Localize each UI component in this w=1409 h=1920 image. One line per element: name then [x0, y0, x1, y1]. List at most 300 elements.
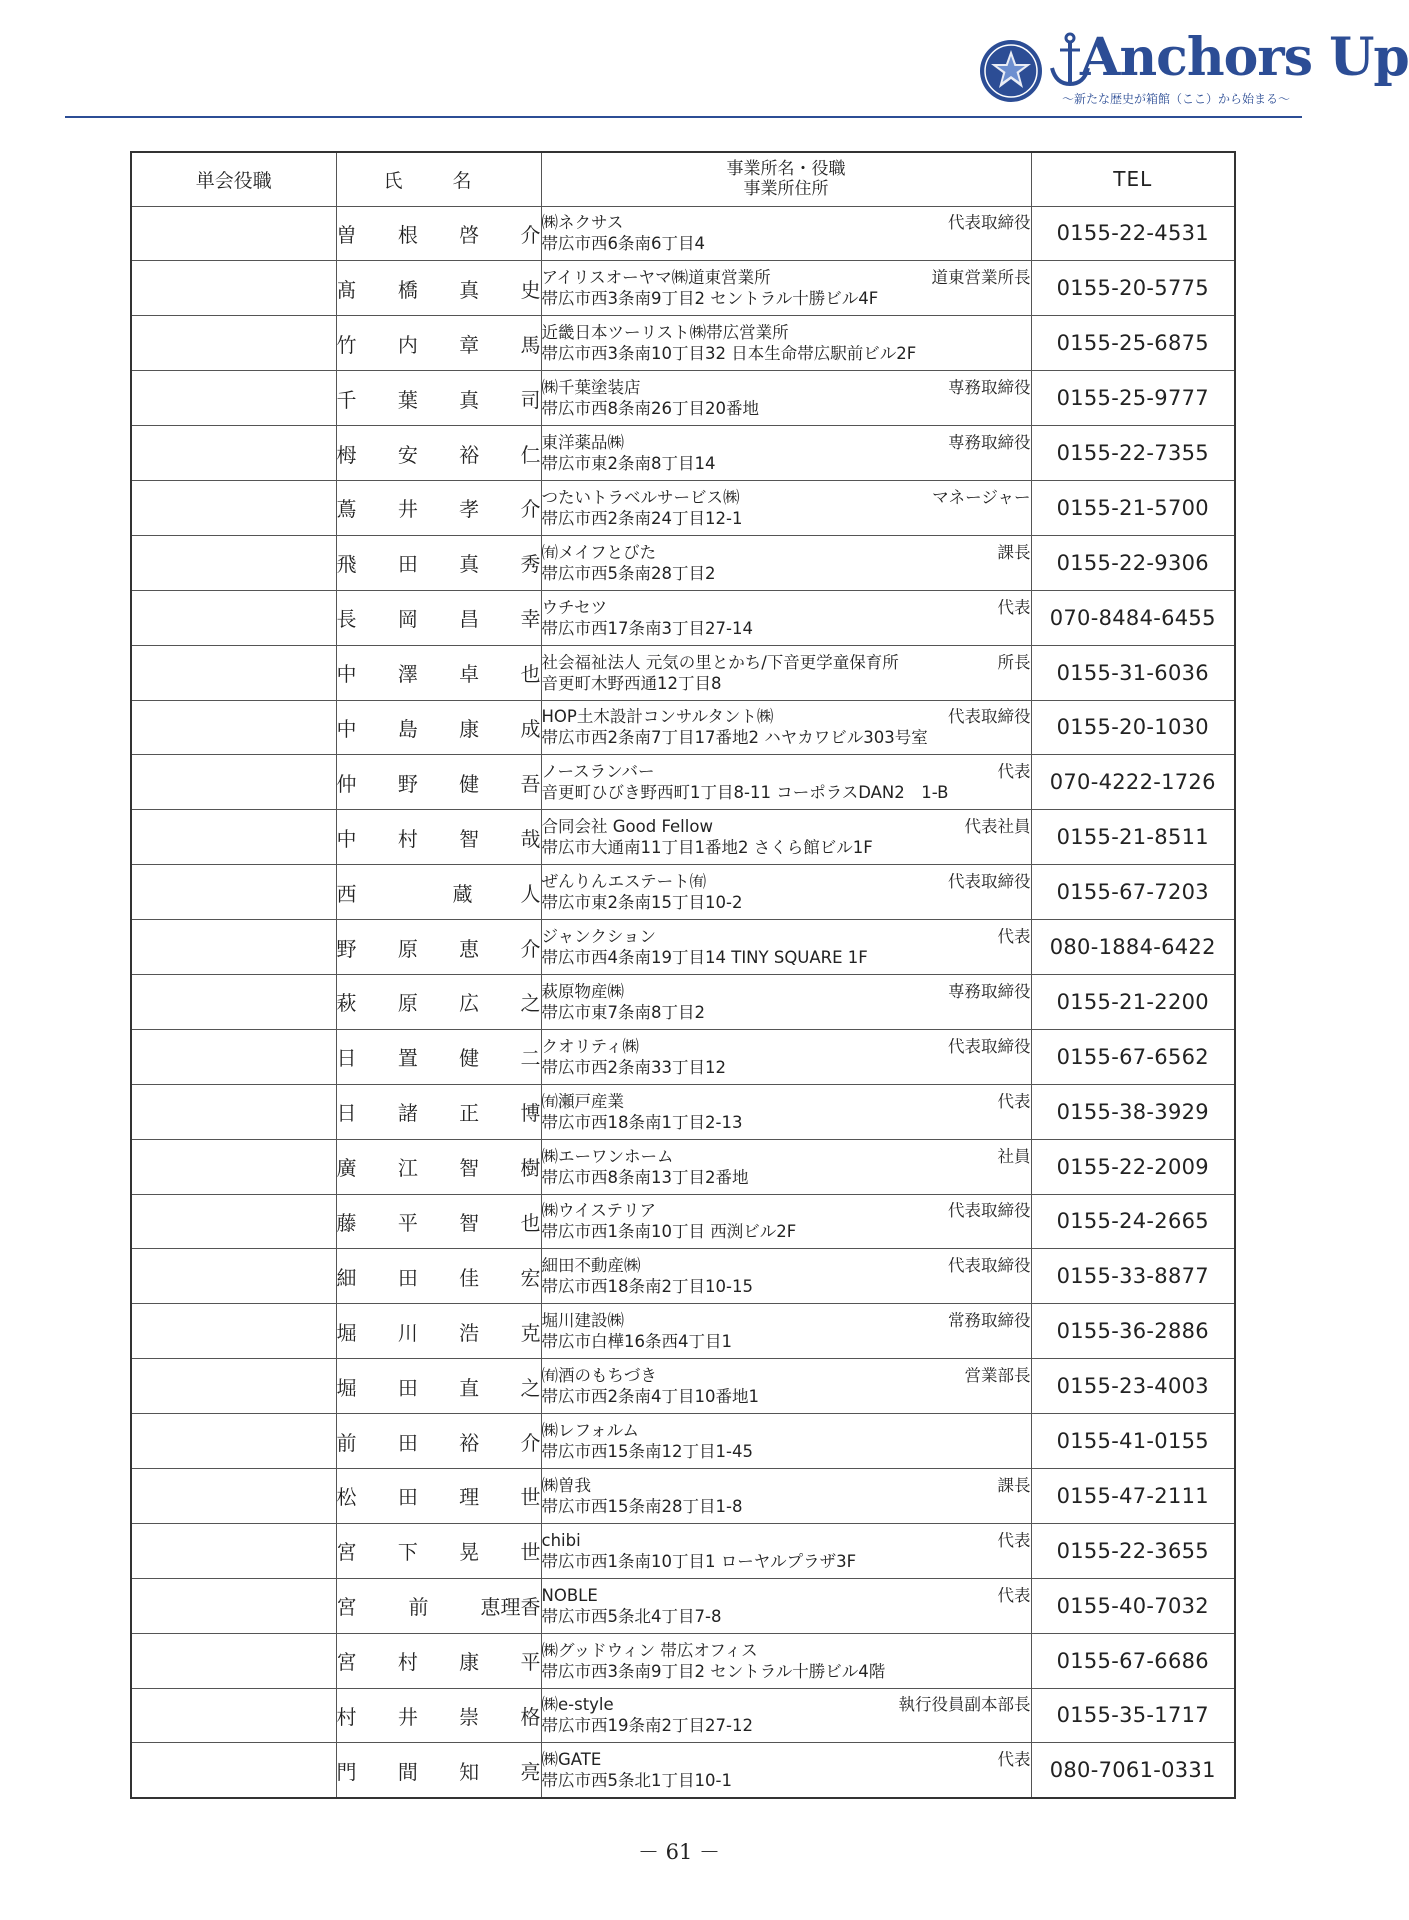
name-char: 恵 — [459, 936, 480, 961]
company-name: 社会福祉法人 元気の里とかち/下音更学童保育所 — [541, 652, 899, 672]
table-row — [131, 1249, 1235, 1304]
name-char: 介 — [520, 936, 541, 961]
name-char: 幸 — [520, 607, 541, 632]
name-char: 也 — [520, 662, 541, 687]
name-char: 晃 — [459, 1540, 480, 1565]
name-char: 之 — [520, 1375, 541, 1400]
name-char: 吾 — [520, 771, 541, 796]
name-char: 章 — [459, 332, 480, 357]
member-name — [337, 1372, 541, 1401]
name-char: 佳 — [459, 1265, 480, 1290]
table-row — [131, 535, 1235, 590]
name-char: 仁 — [520, 442, 541, 467]
office-cell — [541, 1249, 1031, 1304]
member-name — [337, 384, 541, 413]
tel-number: 0155-40-7032 — [1031, 1578, 1235, 1633]
job-title: 課長 — [997, 1475, 1031, 1495]
name-cell — [336, 1304, 541, 1359]
company-name: ㈱曽我 — [541, 1475, 591, 1495]
office-cell — [541, 316, 1031, 371]
name-char: 博 — [520, 1101, 541, 1126]
company-name: ㈱ネクサス — [541, 213, 624, 233]
name-char: 江 — [397, 1156, 418, 1181]
office-address: 帯広市白樺16条西4丁目1 — [541, 1332, 732, 1352]
member-name — [337, 274, 541, 303]
name-char: 千 — [336, 387, 357, 412]
name-cell — [336, 974, 541, 1029]
office-address: 帯広市東2条南8丁目14 — [541, 454, 716, 473]
company-name: 細田不動産㈱ — [541, 1256, 641, 1276]
table-header-row — [131, 152, 1235, 206]
office-cell — [541, 1304, 1031, 1359]
office-cell — [541, 865, 1031, 920]
office-cell — [541, 755, 1031, 810]
office-cell — [541, 1194, 1031, 1249]
role-cell — [131, 1084, 336, 1139]
table-row — [131, 1194, 1235, 1249]
name-char: 細 — [336, 1265, 357, 1290]
office-address: 帯広市西1条南10丁目1 ローヤルプラザ3F — [541, 1551, 857, 1571]
role-cell — [131, 261, 336, 316]
member-name — [337, 1042, 541, 1071]
table-row — [131, 1578, 1235, 1633]
role-cell — [131, 1578, 336, 1633]
member-name — [337, 1481, 541, 1510]
job-title: 代表 — [997, 1750, 1031, 1770]
tel-number: 0155-33-8877 — [1031, 1249, 1235, 1304]
name-char: 宏 — [520, 1265, 541, 1290]
table-row — [131, 1414, 1235, 1469]
role-cell — [131, 700, 336, 755]
name-char: 日 — [336, 1046, 357, 1071]
name-cell — [336, 755, 541, 810]
name-char: 堀 — [336, 1375, 357, 1400]
company-name: 東洋薬品㈱ — [541, 433, 624, 452]
name-cell — [336, 1578, 541, 1633]
name-char: 野 — [336, 936, 357, 961]
role-cell — [131, 426, 336, 481]
member-name — [337, 603, 541, 632]
member-name — [337, 1701, 541, 1730]
role-cell — [131, 1633, 336, 1688]
name-char: 原 — [397, 991, 418, 1016]
office-cell — [541, 1359, 1031, 1414]
tel-number: 0155-22-2009 — [1031, 1139, 1235, 1194]
tel-number: 0155-47-2111 — [1031, 1468, 1235, 1523]
name-char: 智 — [459, 1210, 480, 1235]
tel-number: 0155-22-4531 — [1031, 206, 1235, 261]
office-address: 帯広市西19条南2丁目27-12 — [541, 1716, 753, 1736]
table-row — [131, 865, 1235, 920]
job-title: 営業部長 — [964, 1366, 1031, 1386]
office-cell — [541, 1468, 1031, 1523]
table-row — [131, 316, 1235, 371]
name-char: 村 — [336, 1704, 357, 1729]
name-char: 裕 — [459, 1430, 480, 1455]
name-cell — [336, 316, 541, 371]
name-char: 也 — [520, 1210, 541, 1235]
name-cell — [336, 1194, 541, 1249]
header-rule — [65, 116, 1302, 118]
member-name — [337, 1317, 541, 1346]
tel-number: 080-1884-6422 — [1031, 920, 1235, 975]
role-cell — [131, 974, 336, 1029]
name-char: 中 — [336, 716, 357, 741]
name-cell — [336, 920, 541, 975]
name-char: 日 — [336, 1101, 357, 1126]
name-char: 松 — [336, 1485, 357, 1510]
office-cell — [541, 206, 1031, 261]
member-name — [337, 1536, 541, 1565]
office-cell — [541, 590, 1031, 645]
tel-number: 0155-25-6875 — [1031, 316, 1235, 371]
tel-number: 080-7061-0331 — [1031, 1743, 1235, 1798]
table-row — [131, 1523, 1235, 1578]
header-tel: TEL — [1031, 152, 1235, 206]
office-address: 帯広市西2条南33丁目12 — [541, 1057, 726, 1077]
name-char: 島 — [397, 716, 418, 741]
name-char: 亮 — [520, 1759, 541, 1784]
office-address: 帯広市西5条北4丁目7-8 — [541, 1606, 722, 1626]
name-char: 安 — [397, 442, 418, 467]
name-char: 真 — [459, 277, 480, 302]
name-char: 西 — [336, 881, 357, 906]
member-name — [337, 439, 541, 468]
job-title: 専務取締役 — [948, 433, 1031, 452]
name-char: 秀 — [520, 552, 541, 577]
name-char: 世 — [520, 1485, 541, 1510]
job-title: 代表 — [997, 1091, 1031, 1111]
office-cell — [541, 1523, 1031, 1578]
name-cell — [336, 700, 541, 755]
tel-number: 0155-21-8511 — [1031, 810, 1235, 865]
brand-logo — [1050, 27, 1409, 108]
header-office-line1: 事業所名・役職 — [726, 159, 846, 180]
role-cell — [131, 1249, 336, 1304]
name-cell — [336, 1029, 541, 1084]
member-name — [337, 1262, 541, 1291]
job-title: 代表取締役 — [948, 1256, 1031, 1276]
name-char: 成 — [520, 716, 541, 741]
company-name: ㈱エーワンホーム — [541, 1146, 674, 1166]
job-title: 常務取締役 — [948, 1311, 1031, 1331]
office-address: 帯広市西8条南13丁目2番地 — [541, 1167, 749, 1187]
name-char: 前 — [408, 1595, 429, 1620]
role-cell — [131, 535, 336, 590]
job-title: 道東営業所長 — [931, 268, 1031, 288]
name-char: 中 — [336, 662, 357, 687]
tel-number: 070-8484-6455 — [1031, 590, 1235, 645]
job-title: 代表取締役 — [948, 1201, 1031, 1221]
office-cell — [541, 920, 1031, 975]
table-row — [131, 1743, 1235, 1798]
office-address: 帯広市東7条南8丁目2 — [541, 1002, 705, 1022]
job-title: 社員 — [997, 1146, 1031, 1166]
name-char: 介 — [520, 497, 541, 522]
name-char: 原 — [397, 936, 418, 961]
office-cell — [541, 1414, 1031, 1469]
job-title: 課長 — [997, 542, 1031, 562]
member-name — [337, 1097, 541, 1126]
company-name: ㈲瀬戸産業 — [541, 1091, 624, 1111]
company-name: ウチセツ — [541, 597, 608, 617]
name-char: 介 — [520, 1430, 541, 1455]
logo-title: Anchors Up — [1080, 27, 1409, 88]
table-row — [131, 480, 1235, 535]
name-char: 井 — [397, 497, 418, 522]
job-title: 代表取締役 — [948, 707, 1031, 727]
office-address: 帯広市西3条南9丁目2 セントラル十勝ビル4F — [541, 289, 879, 309]
name-char: 哉 — [520, 826, 541, 851]
name-cell — [336, 1139, 541, 1194]
tel-number: 0155-31-6036 — [1031, 645, 1235, 700]
table-row — [131, 1084, 1235, 1139]
company-name: ノースランバー — [541, 762, 655, 782]
name-char: 裕 — [459, 442, 480, 467]
office-address: 帯広市西15条南12丁目1-45 — [541, 1442, 753, 1462]
name-char: 宮 — [336, 1540, 357, 1565]
header-name: 氏 名 — [336, 152, 541, 206]
table-row — [131, 810, 1235, 865]
role-cell — [131, 645, 336, 700]
table-row — [131, 590, 1235, 645]
name-char: 直 — [459, 1375, 480, 1400]
job-title: 専務取締役 — [948, 378, 1031, 398]
name-char: 飛 — [336, 552, 357, 577]
table-row — [131, 700, 1235, 755]
name-cell — [336, 1359, 541, 1414]
job-title: 代表社員 — [964, 817, 1031, 837]
name-char: 浩 — [459, 1320, 480, 1345]
name-char: 置 — [397, 1046, 418, 1071]
role-cell — [131, 1468, 336, 1523]
role-cell — [131, 480, 336, 535]
company-name: クオリティ㈱ — [541, 1036, 639, 1056]
member-name — [337, 219, 541, 248]
member-name — [337, 658, 541, 687]
table-row — [131, 1139, 1235, 1194]
table-row — [131, 974, 1235, 1029]
office-cell — [541, 810, 1031, 865]
office-cell — [541, 426, 1031, 481]
tel-number: 0155-22-3655 — [1031, 1523, 1235, 1578]
name-cell — [336, 1084, 541, 1139]
name-char: 葉 — [397, 387, 418, 412]
job-title: 専務取締役 — [948, 981, 1031, 1001]
office-address: 音更町木野西通12丁目8 — [541, 673, 722, 693]
company-name: ㈱ウイステリア — [541, 1201, 657, 1221]
name-char: 格 — [520, 1704, 541, 1729]
tel-number: 0155-41-0155 — [1031, 1414, 1235, 1469]
tel-number: 0155-23-4003 — [1031, 1359, 1235, 1414]
table-row — [131, 1304, 1235, 1359]
name-char: 之 — [520, 991, 541, 1016]
office-address: 帯広市西18条南1丁目2-13 — [541, 1112, 743, 1132]
role-cell — [131, 590, 336, 645]
office-cell — [541, 1139, 1031, 1194]
name-char: 髙 — [336, 277, 357, 302]
office-cell — [541, 700, 1031, 755]
name-char: 廣 — [336, 1156, 357, 1181]
office-cell — [541, 1084, 1031, 1139]
name-char: 間 — [397, 1759, 418, 1784]
office-cell — [541, 1743, 1031, 1798]
office-address: 帯広市西2条南4丁目10番地1 — [541, 1387, 759, 1407]
office-cell — [541, 1688, 1031, 1743]
tel-number: 0155-67-7203 — [1031, 865, 1235, 920]
name-cell — [336, 1523, 541, 1578]
company-name: ジャンクション — [541, 927, 657, 947]
role-cell — [131, 755, 336, 810]
name-char: 宮 — [336, 1650, 357, 1675]
name-char: 知 — [459, 1759, 480, 1784]
name-char: 理 — [459, 1485, 480, 1510]
office-address: 帯広市西2条南24丁目12-1 — [541, 508, 743, 528]
company-name: 萩原物産㈱ — [541, 981, 624, 1001]
name-cell — [336, 645, 541, 700]
name-char: 内 — [397, 332, 418, 357]
job-title: 代表 — [997, 1585, 1031, 1605]
office-cell — [541, 645, 1031, 700]
member-name — [337, 1427, 541, 1456]
member-name — [337, 713, 541, 742]
name-char: 平 — [397, 1210, 418, 1235]
member-name — [337, 1207, 541, 1236]
name-cell — [336, 590, 541, 645]
member-name — [337, 933, 541, 962]
company-name: ㈱GATE — [541, 1750, 602, 1770]
role-cell — [131, 920, 336, 975]
table-row — [131, 755, 1235, 810]
role-cell — [131, 316, 336, 371]
name-char: 昌 — [459, 607, 480, 632]
tel-number: 0155-21-5700 — [1031, 480, 1235, 535]
table-row — [131, 1688, 1235, 1743]
name-char: 介 — [520, 222, 541, 247]
name-char: 中 — [336, 826, 357, 851]
name-char: 二 — [520, 1046, 541, 1071]
name-char: 康 — [459, 716, 480, 741]
name-char: 智 — [459, 826, 480, 851]
office-address: 帯広市西3条南10丁目32 日本生命帯広駅前ビル2F — [541, 344, 917, 364]
office-address: 帯広市西8条南26丁目20番地 — [541, 399, 759, 419]
member-roster-table — [130, 151, 1236, 1799]
name-char: 真 — [459, 552, 480, 577]
name-char: 広 — [459, 991, 480, 1016]
office-address: 帯広市東2条南15丁目10-2 — [541, 893, 743, 913]
name-char: 栂 — [336, 442, 357, 467]
name-char: 崇 — [459, 1704, 480, 1729]
name-cell — [336, 1688, 541, 1743]
name-char: 智 — [459, 1156, 480, 1181]
name-cell — [336, 1468, 541, 1523]
tel-number: 0155-35-1717 — [1031, 1688, 1235, 1743]
name-char: 康 — [459, 1650, 480, 1675]
anchor-star-emblem-icon — [978, 38, 1044, 104]
name-char: 孝 — [459, 497, 480, 522]
table-row — [131, 426, 1235, 481]
office-cell — [541, 1578, 1031, 1633]
name-char: 諸 — [397, 1101, 418, 1126]
office-cell — [541, 1633, 1031, 1688]
name-char: 村 — [397, 826, 418, 851]
company-name: ぜんりんエステート㈲ — [541, 872, 707, 892]
company-name: ㈱e-style — [541, 1695, 614, 1715]
name-char: 世 — [520, 1540, 541, 1565]
company-name: ㈲酒のもちづき — [541, 1366, 657, 1386]
table-row — [131, 1029, 1235, 1084]
name-char: 健 — [459, 771, 480, 796]
office-cell — [541, 371, 1031, 426]
name-char: 村 — [397, 1650, 418, 1675]
office-cell — [541, 1029, 1031, 1084]
tel-number: 070-4222-1726 — [1031, 755, 1235, 810]
office-address: 帯広市西4条南19丁目14 TINY SQUARE 1F — [541, 948, 868, 968]
office-address: 帯広市西18条南2丁目10-15 — [541, 1277, 753, 1297]
tel-number: 0155-22-9306 — [1031, 535, 1235, 590]
role-cell — [131, 1523, 336, 1578]
name-char: 恵理香 — [480, 1595, 541, 1620]
member-name — [337, 823, 541, 852]
logo-subtitle: 〜新たな歴史が箱館（ここ）から始まる〜 — [1062, 92, 1291, 106]
name-char: 田 — [397, 1265, 418, 1290]
tel-number: 0155-20-1030 — [1031, 700, 1235, 755]
name-char: 澤 — [397, 662, 418, 687]
name-cell — [336, 1414, 541, 1469]
name-char: 萩 — [336, 991, 357, 1016]
table-row — [131, 1468, 1235, 1523]
role-cell — [131, 1688, 336, 1743]
name-char: 司 — [520, 387, 541, 412]
office-address: 帯広市西15条南28丁目1-8 — [541, 1496, 743, 1516]
member-name — [337, 548, 541, 577]
tel-number: 0155-21-2200 — [1031, 974, 1235, 1029]
company-name: NOBLE — [541, 1585, 598, 1605]
company-name: 合同会社 Good Fellow — [541, 817, 713, 837]
name-char: 健 — [459, 1046, 480, 1071]
name-char: 仲 — [336, 771, 357, 796]
tel-number: 0155-36-2886 — [1031, 1304, 1235, 1359]
header-office — [541, 152, 1031, 206]
tel-number: 0155-25-9777 — [1031, 371, 1235, 426]
name-char: 長 — [336, 607, 357, 632]
role-cell — [131, 1304, 336, 1359]
role-cell — [131, 206, 336, 261]
office-address: 帯広市西5条北1丁目10-1 — [541, 1771, 732, 1791]
office-address: 帯広市西3条南9丁目2 セントラル十勝ビル4階 — [541, 1661, 886, 1681]
company-name: HOP土木設計コンサルタント㈱ — [541, 707, 774, 727]
company-name: ㈱千葉塗装店 — [541, 378, 641, 398]
job-title: 代表 — [997, 1530, 1031, 1550]
company-name: ㈱レフォルム — [541, 1421, 640, 1441]
name-cell — [336, 480, 541, 535]
table-row — [131, 261, 1235, 316]
name-cell — [336, 1743, 541, 1798]
name-char: 曽 — [336, 222, 357, 247]
member-name — [337, 1756, 541, 1785]
name-char: 人 — [520, 881, 541, 906]
office-cell — [541, 535, 1031, 590]
tel-number: 0155-67-6686 — [1031, 1633, 1235, 1688]
name-char: 藤 — [336, 1210, 357, 1235]
name-char: 橋 — [397, 277, 418, 302]
office-address: 帯広市西6条南6丁目4 — [541, 234, 705, 254]
name-char: 蔵 — [452, 881, 473, 906]
name-char: 田 — [397, 1430, 418, 1455]
name-char: 井 — [397, 1704, 418, 1729]
table-row — [131, 206, 1235, 261]
name-cell — [336, 1249, 541, 1304]
